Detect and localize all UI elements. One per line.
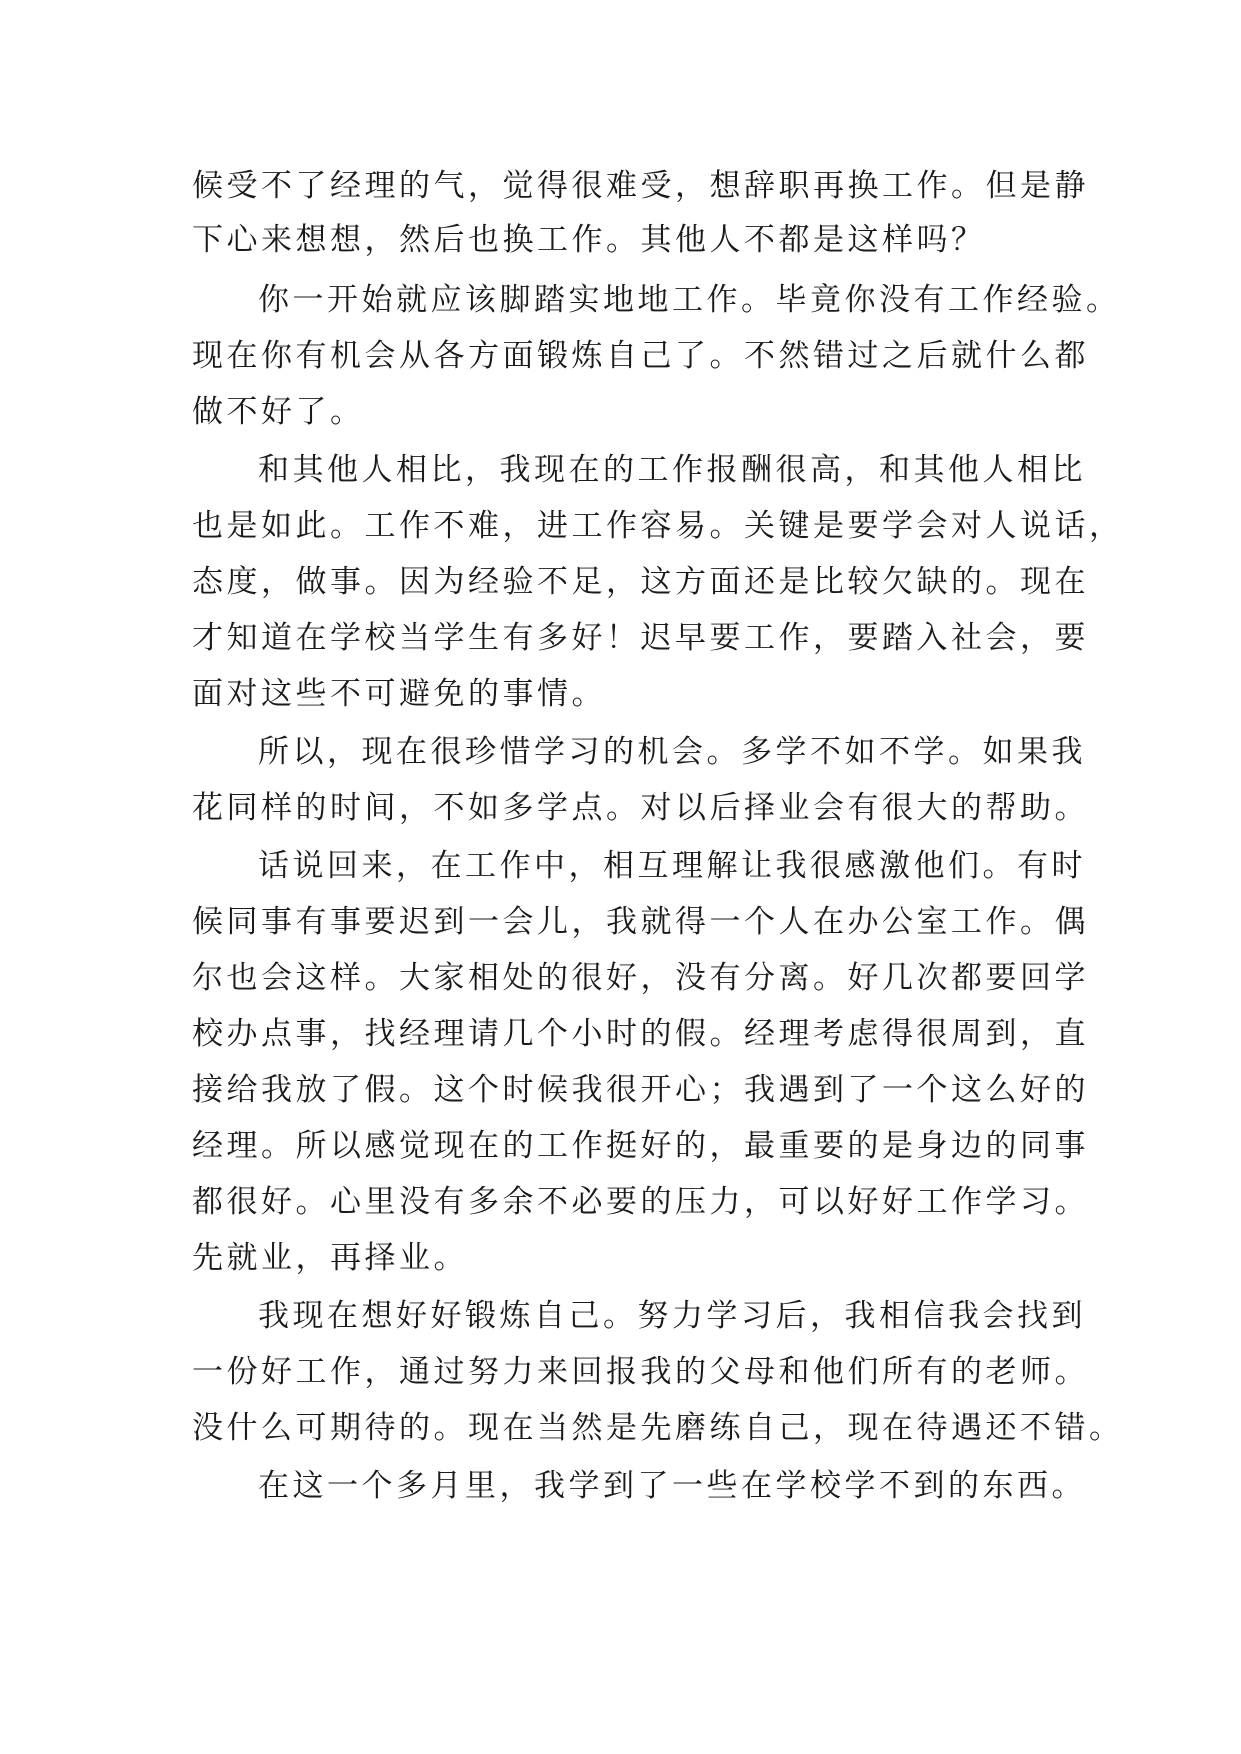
text-line: 才知道在学校当学生有多好！迟早要工作，要踏入社会，要 — [192, 620, 1089, 656]
paragraph-first-line: 话说回来，在工作中，相互理解让我很感激他们。有时 — [258, 848, 1086, 884]
paragraph-first-line: 我现在想好好锻炼自己。努力学习后，我相信我会找到 — [258, 1298, 1086, 1334]
paragraph-first-line: 所以，现在很珍惜学习的机会。多学不如不学。如果我 — [258, 734, 1086, 770]
text-line: 候同事有事要迟到一会儿，我就得一个人在办公室工作。偶 — [192, 904, 1089, 940]
text-line: 先就业，再择业。 — [192, 1240, 468, 1276]
text-line: 做不好了。 — [192, 394, 365, 430]
text-line: 花同样的时间，不如多学点。对以后择业会有很大的帮助。 — [192, 790, 1089, 826]
paragraph-first-line: 你一开始就应该脚踏实地地工作。毕竟你没有工作经验。 — [258, 282, 1121, 318]
text-line: 经理。所以感觉现在的工作挺好的，最重要的是身边的同事 — [192, 1128, 1089, 1164]
text-line: 态度，做事。因为经验不足，这方面还是比较欠缺的。现在 — [192, 564, 1089, 600]
text-line: 没什么可期待的。现在当然是先磨练自己，现在待遇还不错。 — [192, 1410, 1124, 1446]
text-line: 也是如此。工作不难，进工作容易。关键是要学会对人说话， — [192, 508, 1124, 544]
text-line: 下心来想想，然后也换工作。其他人不都是这样吗？ — [192, 222, 986, 258]
text-line: 一份好工作，通过努力来回报我的父母和他们所有的老师。 — [192, 1354, 1089, 1390]
text-line: 校办点事，找经理请几个小时的假。经理考虑得很周到，直 — [192, 1016, 1089, 1052]
text-line: 尔也会这样。大家相处的很好，没有分离。好几次都要回学 — [192, 960, 1089, 996]
text-line: 都很好。心里没有多余不必要的压力，可以好好工作学习。 — [192, 1184, 1089, 1220]
text-line: 接给我放了假。这个时候我很开心；我遇到了一个这么好的 — [192, 1072, 1089, 1108]
paragraph-first-line: 和其他人相比，我现在的工作报酬很高，和其他人相比 — [258, 452, 1086, 488]
text-line: 候受不了经理的气，觉得很难受，想辞职再换工作。但是静 — [192, 168, 1089, 204]
text-line: 面对这些不可避免的事情。 — [192, 676, 606, 712]
text-line: 现在你有机会从各方面锻炼自己了。不然错过之后就什么都 — [192, 338, 1089, 374]
paragraph-first-line: 在这一个多月里，我学到了一些在学校学不到的东西。 — [258, 1468, 1086, 1504]
